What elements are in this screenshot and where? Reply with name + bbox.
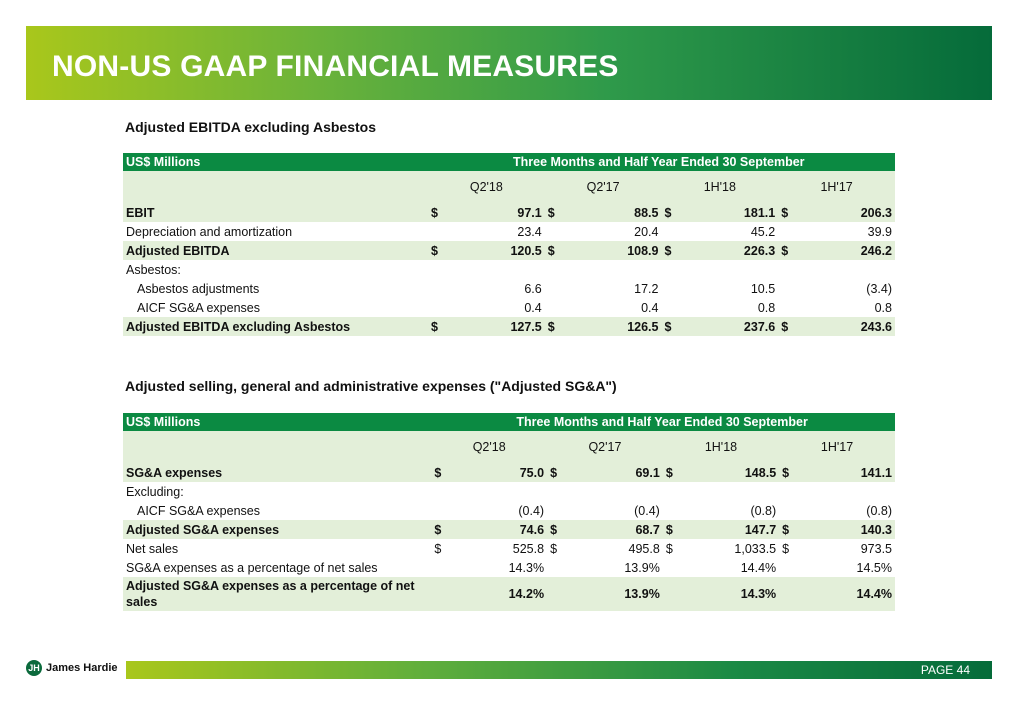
table-row: AICF SG&A expenses (0.4) (0.4) (0.8) (0.8) [137, 503, 892, 518]
footer-bar [126, 661, 992, 679]
table-row: Adjusted SG&A expenses $ 74.6 $ 68.7 $ 147.7 $ 140.3 [123, 520, 895, 539]
logo-mark-icon: JH [26, 660, 42, 676]
table-row: Asbestos: [126, 262, 181, 277]
col-header: Q2'18 [428, 171, 545, 203]
col-header: 1H'17 [778, 171, 895, 203]
col-header: Q2'17 [545, 171, 662, 203]
sga-table [123, 413, 895, 611]
logo-text: James Hardie [46, 662, 118, 674]
table-row: Net sales $ 525.8 $ 495.8 $ 1,033.5 $ 973.5 [126, 541, 892, 556]
col-header: 1H'18 [663, 431, 779, 463]
col-header: Q2'17 [547, 431, 663, 463]
table-row: Adjusted EBITDA $ 120.5 $ 108.9 $ 226.3 $ 246.2 [123, 241, 895, 260]
table-row: Asbestos adjustments 6.6 17.2 10.5 (3.4) [137, 281, 892, 296]
col-header: Q2'18 [431, 431, 547, 463]
table-row: Excluding: [126, 484, 184, 499]
unit-label: US$ Millions [123, 153, 428, 171]
table-row: SG&A expenses $ 75.0 $ 69.1 $ 148.5 $ 141.1 [123, 463, 895, 482]
col-header: 1H'17 [779, 431, 895, 463]
table-row: Adjusted SG&A expenses as a percentage of net sales 14.2% 13.9% 14.3% 14.4% [123, 577, 895, 611]
table-row: Depreciation and amortization 23.4 20.4 45.2 39.9 [126, 224, 892, 239]
unit-label: US$ Millions [123, 413, 431, 431]
period-label: Three Months and Half Year Ended 30 September [431, 413, 895, 431]
table2-heading: Adjusted selling, general and administrative expenses ("Adjusted SG&A") [125, 378, 617, 394]
col-header: 1H'18 [661, 171, 778, 203]
company-logo [26, 660, 118, 676]
table-row: SG&A expenses as a percentage of net sales 14.3% 13.9% 14.4% 14.5% [126, 560, 892, 575]
page-title: NON-US GAAP FINANCIAL MEASURES [52, 50, 619, 83]
table-row: Adjusted EBITDA excluding Asbestos $ 127.5 $ 126.5 $ 237.6 $ 243.6 [123, 317, 895, 336]
page-number: PAGE 44 [920, 663, 970, 677]
title-banner [26, 26, 992, 100]
table1-heading: Adjusted EBITDA excluding Asbestos [125, 119, 376, 135]
table-row: AICF SG&A expenses 0.4 0.4 0.8 0.8 [137, 300, 892, 315]
table-row: EBIT $ 97.1 $ 88.5 $ 181.1 $ 206.3 [123, 203, 895, 222]
ebitda-table [123, 153, 895, 336]
period-label: Three Months and Half Year Ended 30 September [428, 153, 895, 171]
